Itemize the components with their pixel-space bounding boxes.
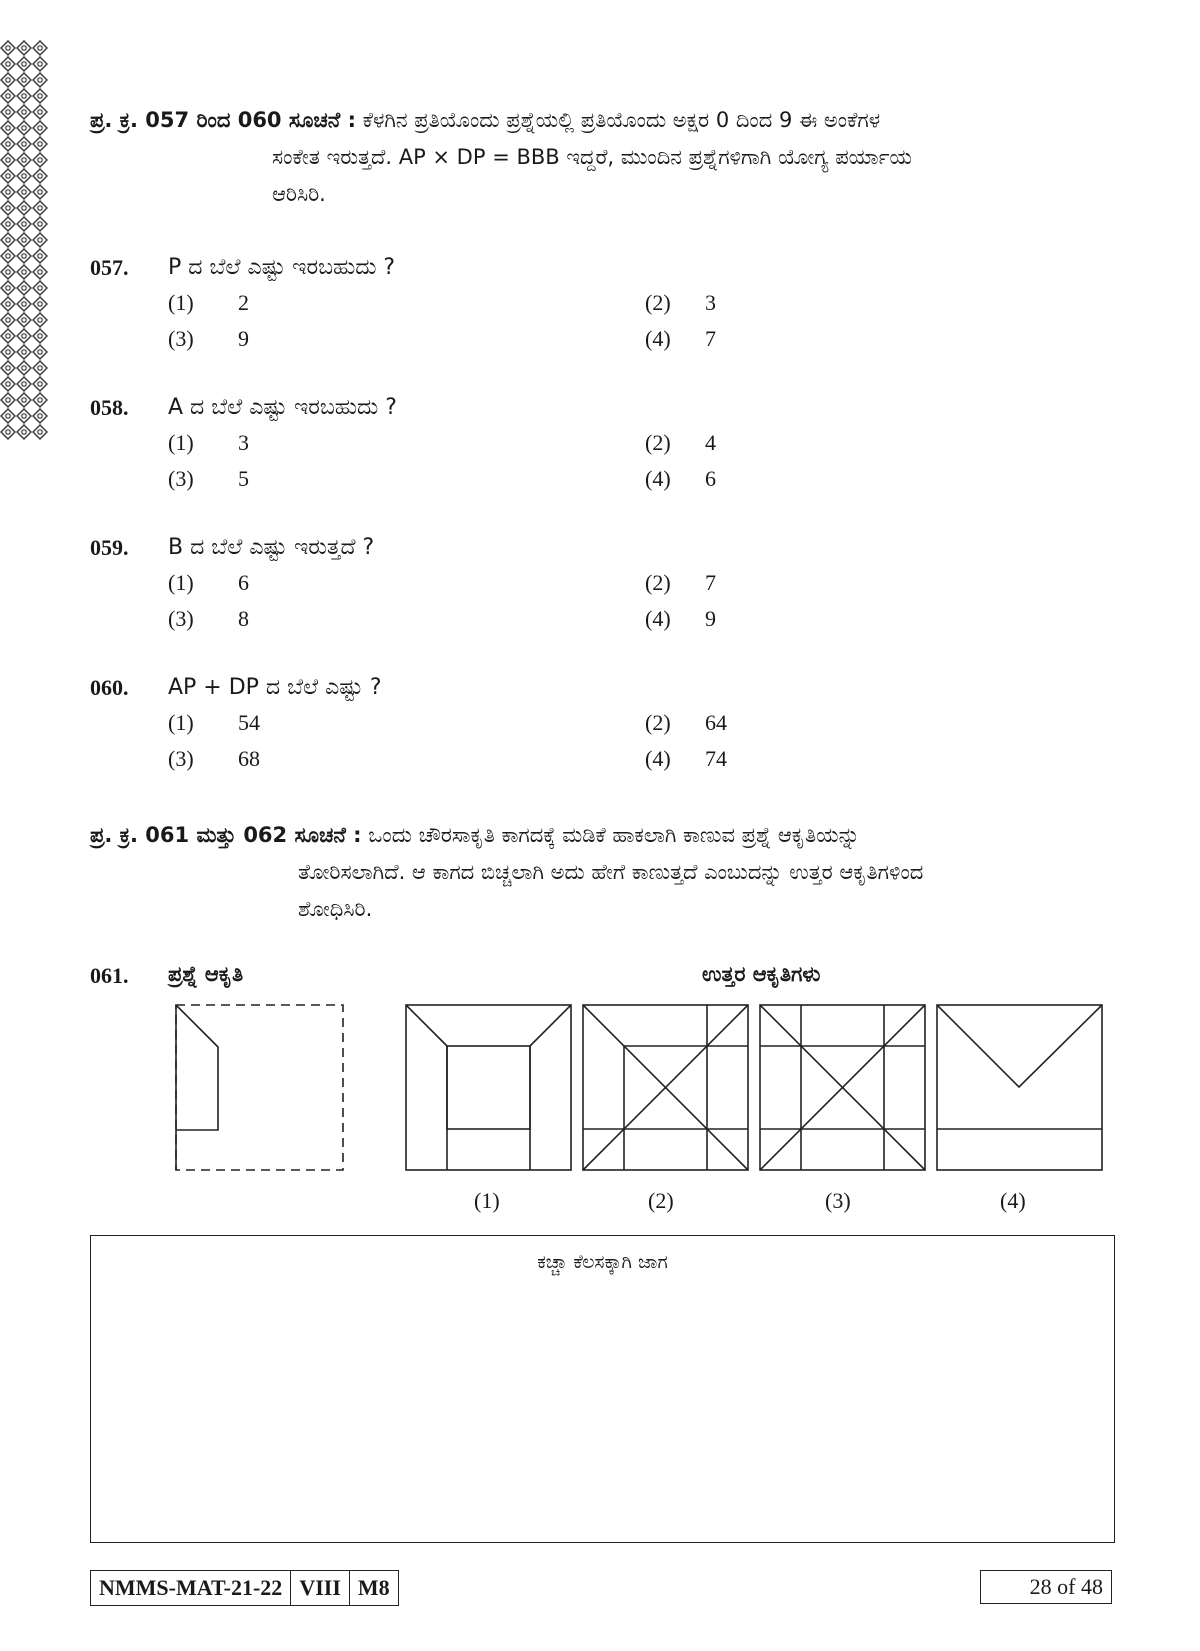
question-number: 058.: [90, 395, 129, 420]
answer-figure-4[interactable]: [937, 1005, 1102, 1170]
question-text: B ದ ಬೆಲೆ ಎಷ್ಟು ಇರುತ್ತದೆ ?: [168, 535, 375, 560]
answer-label-1: (1): [474, 1188, 500, 1213]
paper-code-part: M8: [349, 1571, 398, 1605]
instruction-line: ಶೋಧಿಸಿರಿ.: [298, 897, 373, 921]
option-4[interactable]: (4) 9: [645, 606, 716, 631]
question-text: A ದ ಬೆಲೆ ಎಷ್ಟು ಇರಬಹುದು ?: [168, 395, 397, 420]
instruction-line: ಆರಿಸಿರಿ.: [272, 182, 326, 206]
question-number: 059.: [90, 535, 129, 560]
answer-label-2: (2): [648, 1188, 674, 1213]
option-4[interactable]: (4) 6: [645, 466, 716, 491]
question-text: P ದ ಬೆಲೆ ಎಷ್ಟು ಇರಬಹುದು ?: [168, 255, 396, 280]
option-3[interactable]: (3) 68: [168, 746, 260, 771]
question-number: 057.: [90, 255, 129, 280]
option-2[interactable]: (2) 7: [645, 570, 716, 595]
option-2[interactable]: (2) 64: [645, 710, 727, 735]
instruction-line: ತೋರಿಸಲಾಗಿದೆ. ಆ ಕಾಗದ ಬಿಚ್ಚಲಾಗಿ ಅದು ಹೇಗೆ ಕಾಣುತ್ತದೆ ಎಂಬುದನ್ನು ಉತ್ತರ ಆಕೃತಿಗಳಿಂದ: [298, 860, 924, 884]
answer-figure-1[interactable]: [406, 1005, 571, 1170]
instruction-line: ಒಂದು ಚೌರಸಾಕೃತಿ ಕಾಗದಕ್ಕೆ ಮಡಿಕೆ ಹಾಕಲಾಗಿ ಕಾಣುವ ಪ್ರಶ್ನೆ ಆಕೃತಿಯನ್ನು: [368, 823, 860, 847]
option-4[interactable]: (4) 74: [645, 746, 727, 771]
paper-code-part: VIII: [290, 1571, 349, 1605]
answer-label-4: (4): [1000, 1188, 1026, 1213]
instruction-line: ಸಂಕೇತ ಇರುತ್ತದೆ. AP × DP = BBB ಇದ್ದರೆ, ಮುಂದಿನ ಪ್ರಶ್ನೆಗಳಿಗಾಗಿ ಯೋಗ್ಯ ಪರ್ಯಾಯ: [272, 145, 912, 169]
question-number: 060.: [90, 675, 129, 700]
option-1[interactable]: (1) 2: [168, 290, 249, 315]
instruction-line: ಕೆಳಗಿನ ಪ್ರತಿಯೊಂದು ಪ್ರಶ್ನೆಯಲ್ಲಿ ಪ್ರತಿಯೊಂದು ಅಕ್ಷರ 0 ದಿಂದ 9 ಈ ಅಂಕೆಗಳ: [362, 108, 881, 132]
option-3[interactable]: (3) 5: [168, 466, 249, 491]
answer-figures-label: ಉತ್ತರ ಆಕೃತಿಗಳು: [702, 962, 821, 986]
answer-figure-2[interactable]: [583, 1005, 748, 1170]
page-number: 28 of 48: [980, 1570, 1112, 1604]
option-3[interactable]: (3) 8: [168, 606, 249, 631]
option-1[interactable]: (1) 6: [168, 570, 249, 595]
answer-label-3: (3): [825, 1188, 851, 1213]
option-3[interactable]: (3) 9: [168, 326, 249, 351]
instruction-label: ಪ್ರ. ಕ್ರ. 057 ರಿಂದ 060 ಸೂಚನೆ :: [90, 108, 356, 132]
option-1[interactable]: (1) 3: [168, 430, 249, 455]
paper-code: [90, 1570, 399, 1606]
option-1[interactable]: (1) 54: [168, 710, 260, 735]
option-2[interactable]: (2) 3: [645, 290, 716, 315]
rough-work-box: [90, 1235, 1115, 1543]
option-4[interactable]: (4) 7: [645, 326, 716, 351]
question-figure-label: ಪ್ರಶ್ನೆ ಆಕೃತಿ: [168, 962, 244, 986]
option-2[interactable]: (2) 4: [645, 430, 716, 455]
question-text: AP + DP ದ ಬೆಲೆ ಎಷ್ಟು ?: [168, 675, 382, 700]
question-number: 061.: [90, 963, 129, 988]
question-figure: [176, 1005, 343, 1170]
instruction-label: ಪ್ರ. ಕ್ರ. 061 ಮತ್ತು 062 ಸೂಚನೆ :: [90, 823, 362, 847]
answer-figure-3[interactable]: [760, 1005, 925, 1170]
rough-work-title: ಕಚ್ಚಾ ಕೆಲಸಕ್ಕಾಗಿ ಜಾಗ: [537, 1251, 668, 1273]
paper-code-part: NMMS-MAT-21-22: [99, 1575, 283, 1600]
